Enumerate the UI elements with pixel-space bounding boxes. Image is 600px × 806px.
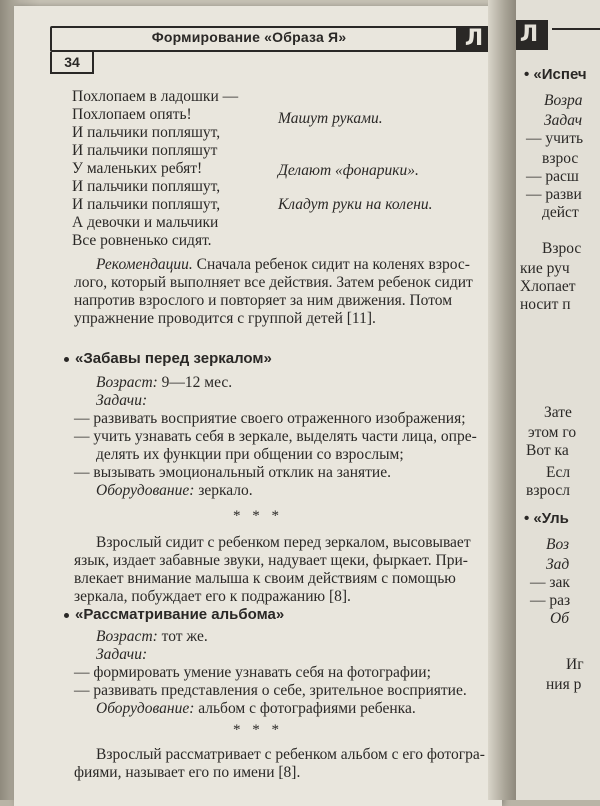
- verse-action: Кладут руки на колени.: [278, 196, 433, 213]
- right-fragment: Зад: [546, 556, 570, 573]
- right-fragment: этом го: [528, 424, 577, 441]
- task-item: — развивать восприятие своего отраженного изображения;: [74, 410, 466, 427]
- task-item: делять их функции при общении со взрослым;: [96, 446, 404, 463]
- task-item: — учить узнавать себя в зеркале, выделять части лица, опре-: [74, 428, 477, 445]
- equipment-value: альбом с фотографиями ребенка.: [194, 700, 416, 717]
- right-fragment: • «Уль: [524, 510, 569, 527]
- book-logo-icon: Л: [516, 20, 548, 50]
- right-fragment: дейст: [542, 204, 579, 221]
- book-logo-icon: Л: [456, 26, 492, 52]
- body-line: Взрослый сидит с ребенком перед зеркалом, высовывает: [96, 534, 471, 551]
- bullet-icon: [64, 613, 69, 618]
- section-divider: * * *: [233, 508, 283, 524]
- right-fragment: Есл: [546, 464, 571, 481]
- right-fragment: • «Испеч: [524, 66, 587, 83]
- section-divider: * * *: [233, 722, 283, 738]
- right-fragment: — зак: [530, 574, 570, 591]
- right-page: [516, 0, 600, 800]
- right-fragment: Возра: [544, 92, 583, 109]
- recommendations-line: лого, который выполняет все действия. Затем ребенок сидит: [74, 274, 473, 291]
- age-label: Возраст:: [96, 374, 158, 391]
- header-rule: [552, 28, 600, 30]
- verse-line: И пальчики попляшут,: [72, 196, 221, 213]
- body-line: фиями, называет его по имени [8].: [74, 764, 301, 781]
- right-fragment: Задач: [544, 112, 583, 129]
- equipment-label: Оборудование:: [96, 700, 195, 717]
- task-item: — формировать умение узнавать себя на фотографии;: [74, 664, 431, 681]
- age-value: 9—12 мес.: [157, 374, 233, 391]
- right-fragment: — разви: [526, 186, 582, 203]
- right-fragment: кие руч: [520, 260, 570, 277]
- recommendations-line: упражнение проводится с группой детей [11].: [74, 310, 376, 327]
- right-fragment: носит п: [520, 296, 571, 313]
- verse-action: Делают «фонарики».: [278, 162, 419, 179]
- right-fragment: взрос: [542, 150, 579, 167]
- verse-action: Машут руками.: [278, 110, 383, 127]
- section-title: «Рассматривание альбома»: [75, 606, 285, 623]
- equipment-value: зеркало.: [194, 482, 253, 499]
- equipment-label: Оборудование:: [96, 482, 195, 499]
- bullet-icon: [64, 357, 69, 362]
- tasks-label: Задачи:: [96, 646, 148, 663]
- recommendations-line: Сначала ребенок сидит на коленях взрос-: [192, 256, 470, 273]
- header-title: Формирование «Образа Я»: [151, 29, 347, 45]
- task-item: — вызывать эмоциональный отклик на занятие.: [74, 464, 391, 481]
- right-fragment: Иг: [566, 656, 584, 673]
- right-fragment: Взрос: [542, 240, 582, 257]
- verse-line: Все ровненько сидят.: [72, 232, 212, 249]
- tasks-label: Задачи:: [96, 392, 148, 409]
- recommendations-label: Рекомендации.: [96, 256, 193, 273]
- right-fragment: Хлопает: [520, 278, 576, 295]
- verse-line: У маленьких ребят!: [72, 160, 203, 177]
- verse-line: А девочки и мальчики: [72, 214, 219, 231]
- verse-line: Похлопаем опять!: [72, 106, 192, 123]
- page-number: 34: [50, 52, 94, 74]
- right-fragment: Воз: [546, 536, 570, 553]
- book-gutter: [488, 0, 516, 800]
- verse-line: И пальчики попляшут,: [72, 178, 221, 195]
- right-fragment: Вот ка: [526, 442, 569, 459]
- right-fragment: Об: [550, 610, 569, 627]
- right-fragment: Зате: [544, 404, 572, 421]
- right-fragment: — учить: [526, 130, 584, 147]
- right-fragment: — раз: [530, 592, 571, 609]
- body-line: влекает внимание малыша к своим действиям с помощью: [74, 570, 456, 587]
- verse-line: И пальчики попляшут,: [72, 124, 221, 141]
- age-value: тот же.: [157, 628, 208, 645]
- page-header: [50, 26, 494, 52]
- body-line: язык, издает забавные звуки, надувает щеки, фыркает. При-: [74, 552, 468, 569]
- right-fragment: взросл: [526, 482, 570, 499]
- age-label: Возраст:: [96, 628, 158, 645]
- left-page: [14, 6, 502, 806]
- right-fragment: ния р: [546, 676, 582, 693]
- task-item: — развивать представления о себе, зрительное восприятие.: [74, 682, 467, 699]
- right-fragment: — расш: [526, 168, 579, 185]
- body-line: зеркала, побуждает его к подражанию [8].: [74, 588, 351, 605]
- section-title: «Забавы перед зеркалом»: [75, 350, 272, 367]
- body-line: Взрослый рассматривает с ребенком альбом с его фотогра-: [96, 746, 485, 763]
- verse-line: Похлопаем в ладошки —: [72, 88, 239, 105]
- verse-line: И пальчики попляшут: [72, 142, 218, 159]
- recommendations-line: напротив взрослого и повторяет за ним движения. Потом: [74, 292, 453, 309]
